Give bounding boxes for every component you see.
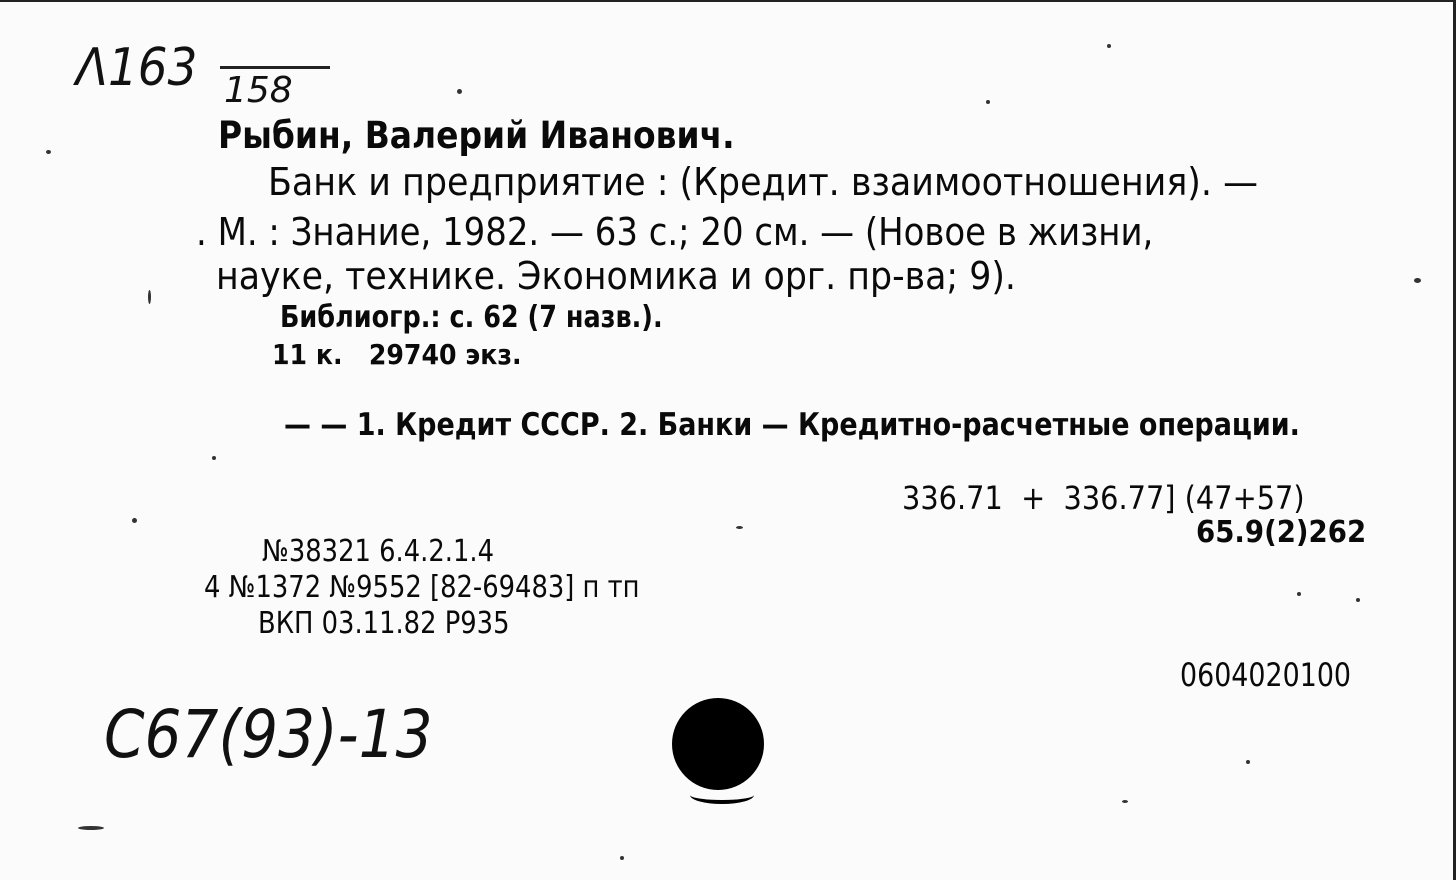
card-top-edge	[0, 0, 1456, 2]
handwritten-call-number: Λ163	[76, 38, 198, 98]
punch-hole-shadow	[690, 786, 754, 804]
speck	[1356, 598, 1360, 602]
call-number-rule	[220, 66, 330, 69]
speck	[1246, 760, 1250, 764]
speck	[1107, 44, 1111, 48]
udc-classification: 336.71 + 336.77] (47+57)	[902, 479, 1305, 517]
speck	[986, 100, 990, 104]
speck	[1122, 800, 1128, 803]
handwritten-shelfmark: С67(93)-13	[104, 696, 433, 773]
card-code: 0604020100	[1180, 656, 1352, 694]
bibliography-note: Библиогр.: с. 62 (7 назв.).	[280, 300, 663, 335]
speck	[457, 89, 462, 94]
speck	[620, 856, 624, 860]
speck	[212, 456, 216, 460]
bbk-classification: 65.9(2)262	[1196, 515, 1367, 550]
title-line-1: Банк и предприятие : (Кредит. взаимоотношения). —	[268, 160, 1258, 204]
speck	[78, 826, 104, 830]
speck	[1414, 278, 1421, 283]
speck	[46, 150, 51, 154]
speck	[1297, 592, 1301, 596]
speck	[148, 290, 151, 304]
price-copies: 11 к. 29740 экз.	[272, 338, 522, 371]
record-number: №38321 6.4.2.1.4	[262, 534, 494, 569]
speck	[132, 518, 137, 523]
record-line-3: ВКП 03.11.82 Р935	[258, 606, 510, 641]
title-line-2: . М. : Знание, 1982. — 63 с.; 20 см. — (Новое в жизни,	[196, 210, 1154, 254]
record-line-2: 4 №1372 №9552 [82-69483] п тп	[204, 570, 640, 605]
author-heading: Рыбин, Валерий Иванович.	[218, 114, 735, 157]
handwritten-call-number-sub: 158	[224, 70, 293, 111]
title-line-3: науке, технике. Экономика и орг. пр-ва; 9).	[216, 254, 1016, 298]
punch-hole	[672, 698, 764, 790]
subject-headings: — — 1. Кредит СССР. 2. Банки — Кредитно-расчетные операции.	[284, 407, 1300, 443]
speck	[736, 526, 743, 529]
